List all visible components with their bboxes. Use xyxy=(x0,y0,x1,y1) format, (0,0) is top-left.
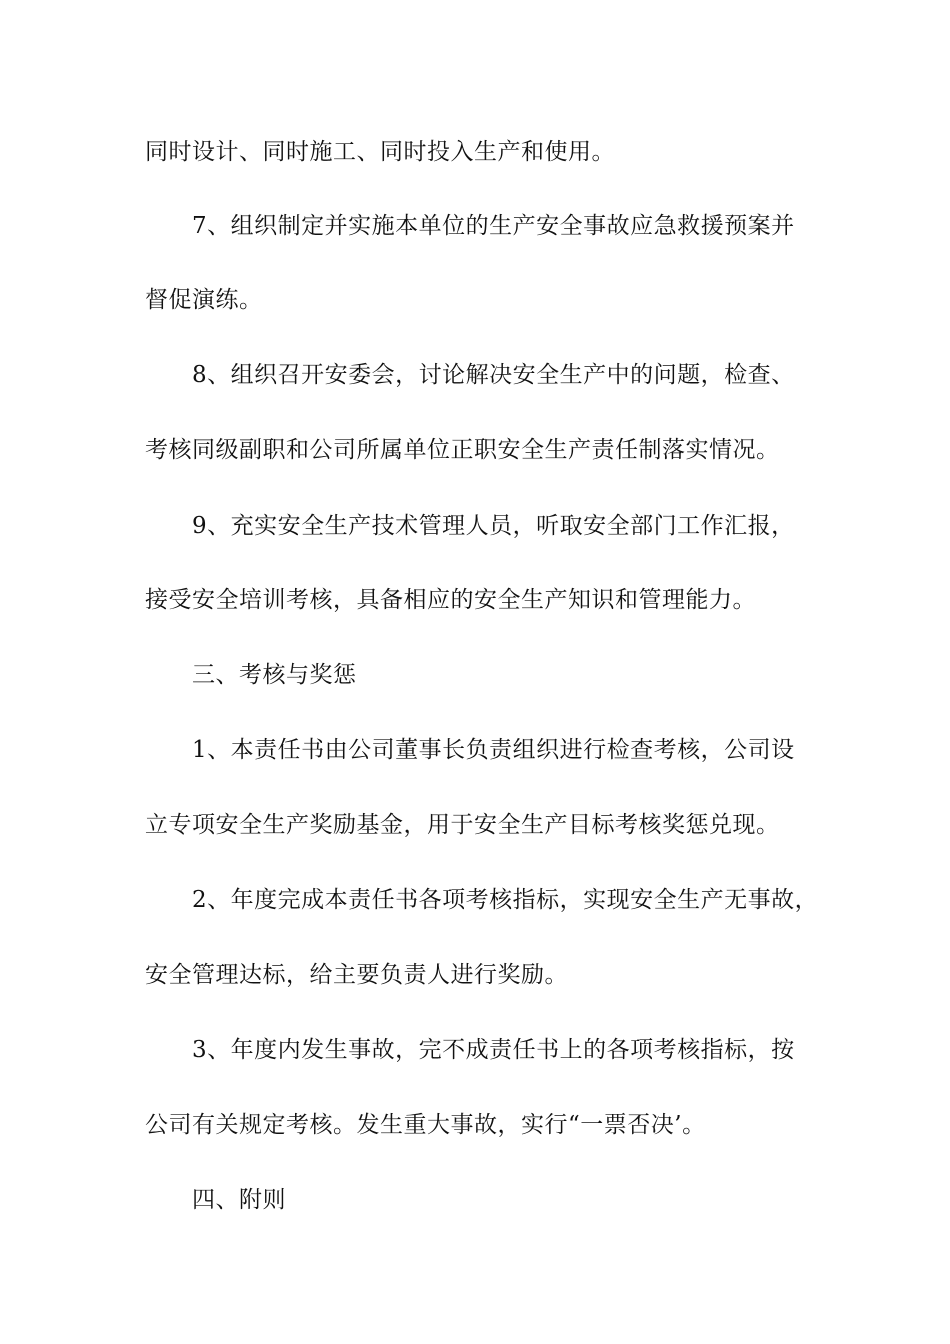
text-line: 公司有关规定考核。发生重大事故，实行“一票否决’。 xyxy=(145,1112,706,1138)
paragraph-line: 9、充实安全生产技术管理人员，听取安全部门工作汇报， xyxy=(192,513,795,539)
paragraph-line: 7、组织制定并实施本单位的生产安全事故应急救援预案并 xyxy=(192,213,795,239)
paragraph-line: 3、年度内发生事故，完不成责任书上的各项考核指标，按 xyxy=(192,1037,795,1063)
text-line: 考核同级副职和公司所属单位正职安全生产责任制落实情况。 xyxy=(145,437,780,463)
text-line: 督促演练。 xyxy=(145,287,263,313)
paragraph-line: 2、年度完成本责任书各项考核指标，实现安全生产无事故， xyxy=(192,887,819,913)
paragraph-line: 8、组织召开安委会，讨论解决安全生产中的问题，检查、 xyxy=(192,362,795,388)
text-line: 立专项安全生产奖励基金，用于安全生产目标考核奖惩兑现。 xyxy=(145,812,780,838)
paragraph-line: 1、本责任书由公司董事长负责组织进行检查考核，公司设 xyxy=(192,737,795,763)
section-heading: 三、考核与奖惩 xyxy=(192,662,357,688)
text-line: 同时设计、同时施工、同时投入生产和使用。 xyxy=(145,139,615,165)
section-heading: 四、附则 xyxy=(192,1187,286,1213)
text-line: 安全管理达标，给主要负责人进行奖励。 xyxy=(145,962,568,988)
text-line: 接受安全培训考核，具备相应的安全生产知识和管理能力。 xyxy=(145,587,756,613)
